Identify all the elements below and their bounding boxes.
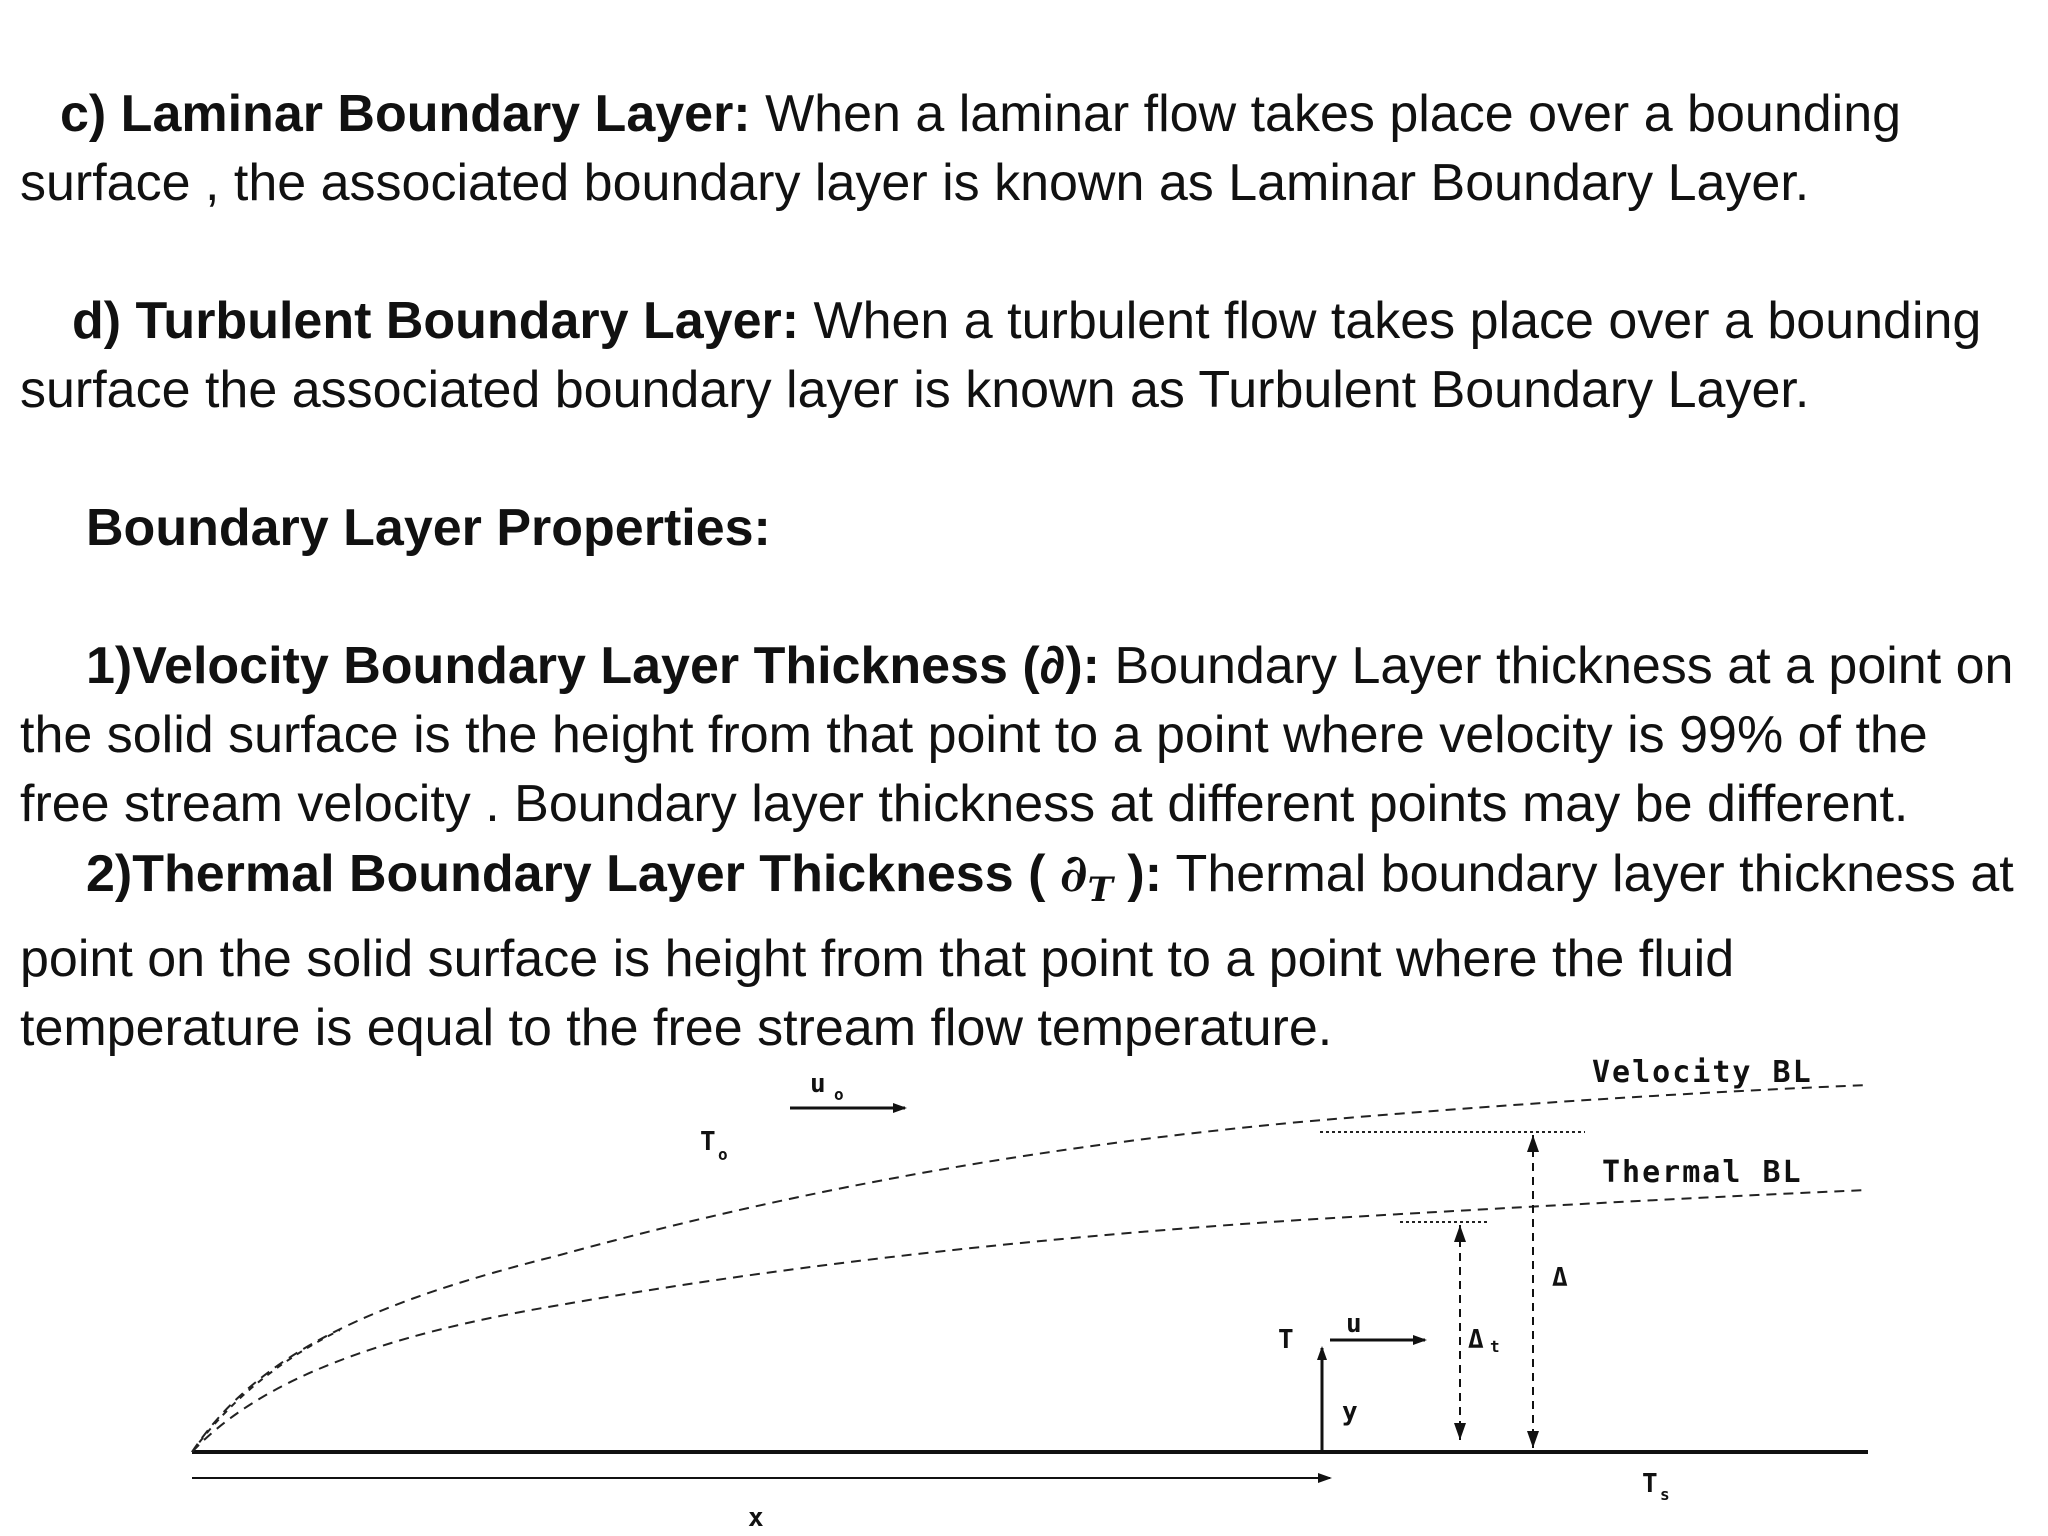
velocity-bl-curve <box>192 1085 1868 1452</box>
turbulent-paragraph <box>20 287 2030 356</box>
thermal-bl-symbol-sub: T <box>1087 870 1113 910</box>
surface-temp-label: T <box>1642 1469 1658 1499</box>
thermal-bl-curve <box>192 1190 1868 1452</box>
turbulent-text-2: surface the associated boundary layer is known as Turbulent Boundary Layer. <box>20 361 1810 419</box>
delta-label: Δ <box>1552 1263 1568 1293</box>
thermal-bl-text-1: Thermal boundary layer thickness at <box>1162 845 2014 903</box>
delta-t-arrow-bottom <box>1454 1423 1466 1440</box>
thermal-bl-heading-post: ): <box>1112 845 1163 903</box>
laminar-heading: c) Laminar Boundary Layer: <box>60 85 751 143</box>
velocity-bl-text-1: Boundary Layer thickness at a point on <box>1100 637 2014 695</box>
thermal-bl-heading-pre: 2)Thermal Boundary Layer Thickness ( <box>86 845 1060 903</box>
x-axis-label: x <box>748 1503 764 1533</box>
freestream-velocity-label: u <box>810 1069 826 1099</box>
thermal-bl-text-3: temperature is equal to the free stream flow temperature. <box>20 999 1333 1057</box>
velocity-bl-label: Velocity BL <box>1592 1055 1813 1090</box>
laminar-paragraph <box>20 80 2030 149</box>
local-temp-label: T <box>1278 1325 1294 1355</box>
local-velocity-label: u <box>1346 1309 1362 1339</box>
velocity-bl-text-2: the solid surface is the height from that point to a point where velocity is 99% of the <box>20 706 1928 764</box>
boundary-layer-diagram <box>0 1035 2048 1536</box>
freestream-temp-label: T <box>700 1127 716 1157</box>
thermal-bl-symbol: ∂ <box>1059 843 1088 904</box>
delta-t-sub: t <box>1490 1337 1500 1356</box>
velocity-bl-paragraph <box>20 632 2030 701</box>
leading-edge-dashes <box>192 1330 340 1452</box>
y-axis-label: y <box>1342 1397 1358 1427</box>
velocity-bl-text-3: free stream velocity . Boundary layer thickness at different points may be different. <box>20 775 1909 833</box>
velocity-bl-heading: 1)Velocity Boundary Layer Thickness (∂): <box>86 637 1100 695</box>
laminar-text-1: When a laminar flow takes place over a bounding <box>750 85 1902 143</box>
freestream-velocity-sub: o <box>834 1085 844 1104</box>
laminar-text-2: surface , the associated boundary layer is known as Laminar Boundary Layer. <box>20 154 1810 212</box>
freestream-temp-sub: o <box>718 1145 728 1164</box>
delta-t-arrow-top <box>1454 1225 1466 1242</box>
thermal-bl-text-2: point on the solid surface is height from that point to a point where the fluid <box>20 930 1735 988</box>
thermal-bl-label: Thermal BL <box>1602 1155 1803 1190</box>
properties-heading: Boundary Layer Properties: <box>86 499 771 557</box>
surface-temp-sub: s <box>1660 1485 1670 1504</box>
slide-text <box>20 80 2030 1063</box>
delta-t-label: Δ <box>1468 1325 1484 1355</box>
delta-arrow-bottom <box>1527 1431 1539 1448</box>
delta-arrow-top <box>1527 1135 1539 1152</box>
turbulent-text-1: When a turbulent flow takes place over a bounding <box>799 292 1982 350</box>
thermal-bl-paragraph <box>20 839 2030 925</box>
turbulent-heading: d) Turbulent Boundary Layer: <box>72 292 800 350</box>
